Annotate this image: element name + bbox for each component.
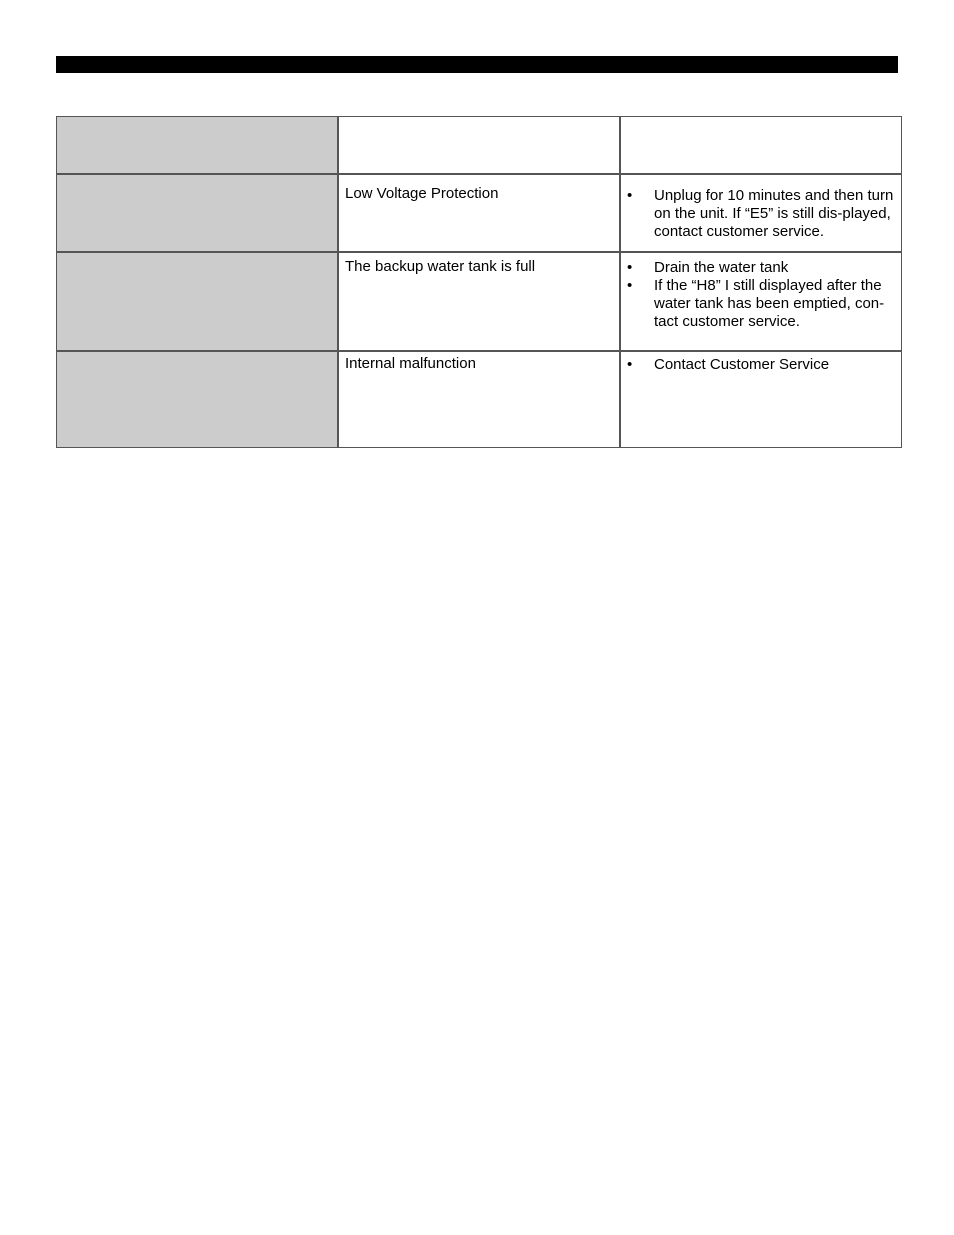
- header-code-cell: [57, 117, 339, 174]
- cause-cell: [338, 174, 620, 252]
- solution-item: • Unplug for 10 minutes and then turn on the unit. If “E5” is still dis-played, contact customer service.: [621, 187, 901, 241]
- solution-cell: [620, 174, 902, 252]
- cause-text: The backup water tank is full: [345, 257, 536, 275]
- cause-text: Low Voltage Protection: [345, 184, 499, 202]
- table-row: [57, 252, 902, 351]
- solution-item: • Drain the water tank: [621, 259, 901, 277]
- error-code-cell: [57, 252, 339, 351]
- cause-cell: [338, 351, 620, 448]
- error-code-cell: [57, 351, 339, 448]
- solution-list: [621, 175, 901, 241]
- solution-list: [621, 352, 901, 374]
- solution-item: • If the “H8” I still displayed after the water tank has been emptied, con-tact customer service.: [621, 277, 901, 331]
- solution-item: • Contact Customer Service: [621, 356, 901, 374]
- cause-text: Internal malfunction: [345, 354, 476, 372]
- cause-cell: [338, 252, 620, 351]
- solution-list: [621, 253, 901, 331]
- header-cause-cell: [338, 117, 620, 174]
- table-header-row: [57, 117, 902, 174]
- table-row: [57, 351, 902, 448]
- error-code-cell: [57, 174, 339, 252]
- troubleshooting-table: [56, 116, 902, 448]
- header-solution-cell: [620, 117, 902, 174]
- table-row: [57, 174, 902, 252]
- solution-cell: [620, 351, 902, 448]
- solution-cell: [620, 252, 902, 351]
- section-header-bar: [56, 56, 898, 73]
